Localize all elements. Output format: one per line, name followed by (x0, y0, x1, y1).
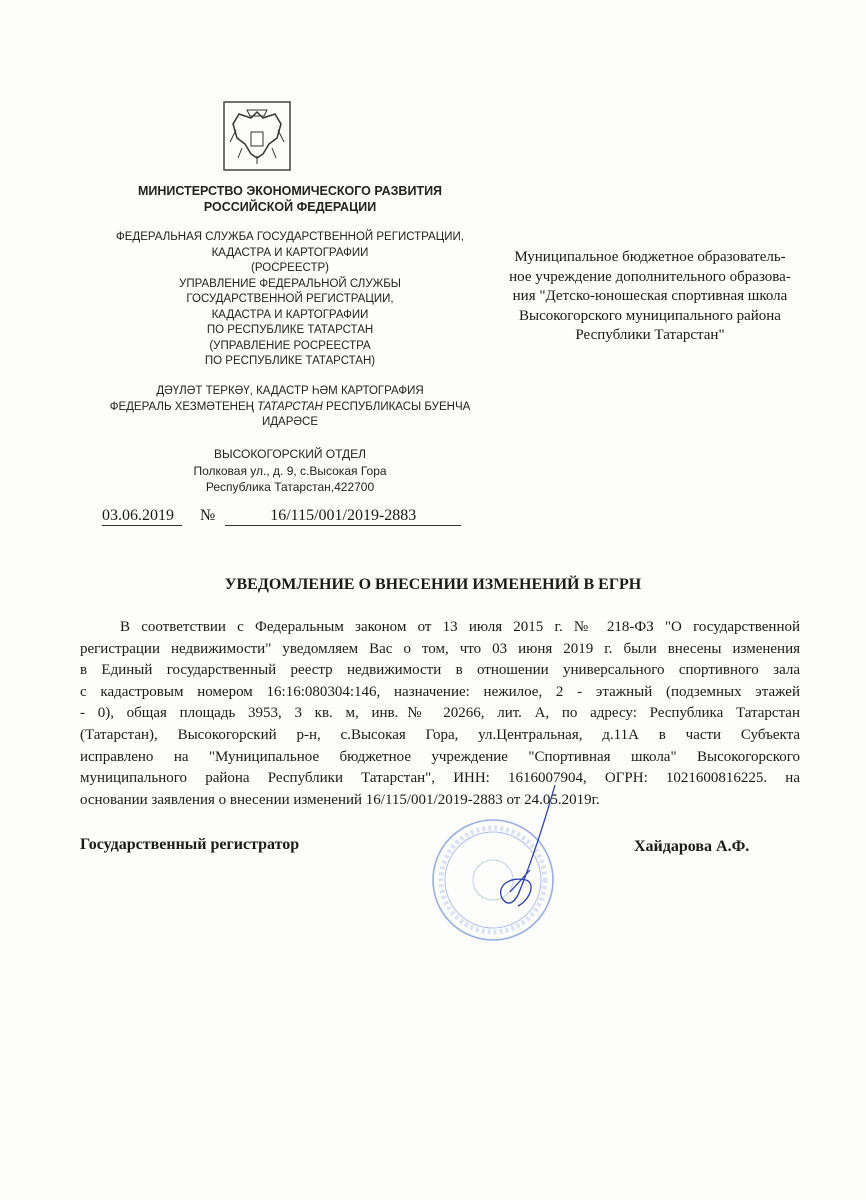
service-header (90, 230, 490, 370)
handwritten-signature (470, 780, 570, 920)
service-line: (РОСРЕЕСТР) (251, 262, 329, 274)
addressee-line: ния "Детско-юношеская спортивная школа (512, 288, 788, 304)
service-line: УПРАВЛЕНИЕ ФЕДЕРАЛЬНОЙ СЛУЖБЫ (179, 277, 401, 290)
department-address: Республика Татарстан,422700 (205, 480, 375, 494)
department-name: ВЫСОКОГОРСКИЙ ОТДЕЛ (213, 447, 367, 461)
addressee-line: Высокогорского муниципального района (519, 307, 781, 324)
service-line: ГОСУДАРСТВЕННОЙ РЕГИСТРАЦИИ, (186, 293, 394, 305)
tatar-italic: ТАТАРСТАН (257, 400, 323, 413)
document-title: УВЕДОМЛЕНИЕ О ВНЕСЕНИИ ИЗМЕНЕНИЙ В ЕГРН (224, 576, 642, 593)
body-text (80, 617, 800, 811)
tatar-text: ФЕДЕРАЛЬ ХЕЗМӘТЕНЕҢ (109, 400, 258, 413)
ministry-header (90, 184, 490, 215)
tatar-header (90, 384, 490, 431)
body-line: регистрации недвижимости" уведомляем Вас о том, что 03 июня 2019 г. были внесены изменения (80, 640, 800, 657)
service-line: ПО РЕСПУБЛИКЕ ТАТАРСТАН (206, 324, 374, 336)
tatar-line: ИДАРӘСЕ (261, 416, 319, 428)
document-date: 03.06.2019 (102, 507, 182, 526)
body-line: муниципального района Республики Татарстан", ИНН: 1616007904, ОГРН: 1021600816225. на (80, 770, 800, 787)
service-line: КАДАСТРА И КАРТОГРАФИИ (211, 246, 369, 259)
signatory-name: Хайдарова А.Ф. (634, 838, 750, 855)
body-line: (Татарстан), Высокогорский р-н, с.Высокая Гора, ул.Центральная, д.11А в части Субъекта (80, 726, 800, 743)
service-line: КАДАСТРА И КАРТОГРАФИИ (211, 308, 369, 321)
ministry-line: МИНИСТЕРСТВО ЭКОНОМИЧЕСКОГО РАЗВИТИЯ (137, 184, 443, 198)
addressee (470, 248, 830, 346)
document-reference (102, 507, 461, 526)
body-line: - 0), общая площадь 3953, 3 кв. м, инв.№ 20266, лит. А, по адресу: Республика Татарстан (80, 705, 800, 722)
addressee-line: ное учреждение дополнительного образова- (509, 268, 791, 285)
body-line: исправлено на "Муниципальное бюджетное учреждение "Спортивная школа" Высокогорского (80, 748, 800, 765)
tatar-line: ДӘҮЛӘТ ТЕРКӘҮ, КАДАСТР ҺӘМ КАРТОГРАФИЯ (156, 385, 424, 397)
tatar-line (90, 400, 490, 416)
tatar-text: РЕСПУБЛИКАСЫ БУЕНЧА (322, 400, 471, 413)
body-line: в Единый государственный реестр недвижимости в отношении универсального спортивного зала (80, 662, 800, 679)
signatory-position: Государственный регистратор (80, 836, 300, 853)
ministry-line: РОССИЙСКОЙ ФЕДЕРАЦИИ (203, 199, 377, 214)
department-address: Полковая ул., д. 9, с.Высокая Гора (193, 463, 387, 478)
department-header (90, 446, 490, 496)
body-line: В соответствии с Федеральным законом от 13 июля 2015 г. № 218-ФЗ "О государственной (120, 619, 800, 635)
addressee-line: Муниципальное бюджетное образователь- (514, 249, 786, 265)
body-line: с кадастровым номером 16:16:080304:146, назначение: нежилое, 2 - этажный (подземных этажей (80, 683, 800, 700)
body-line: основании заявления о внесении изменений 16/115/001/2019-2883 от 24.05.2019г. (80, 791, 600, 808)
addressee-line: Республики Татарстан" (575, 327, 725, 343)
service-line: ПО РЕСПУБЛИКЕ ТАТАРСТАН) (204, 355, 376, 367)
number-sign: № (200, 507, 216, 524)
service-line: ФЕДЕРАЛЬНАЯ СЛУЖБА ГОСУДАРСТВЕННОЙ РЕГИСТРАЦИИ, (116, 231, 464, 243)
service-line: (УПРАВЛЕНИЕ РОСРЕЕСТРА (209, 339, 371, 352)
coat-of-arms-emblem (222, 100, 292, 172)
document-number: 16/115/001/2019-2883 (225, 507, 461, 526)
